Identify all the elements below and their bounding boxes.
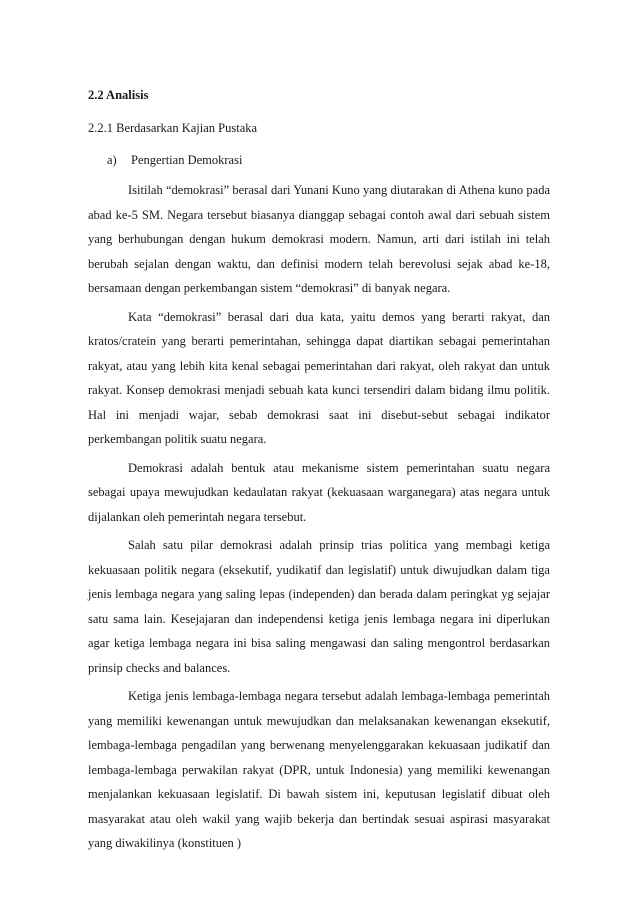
body-text: [88, 178, 550, 860]
paragraph: Demokrasi adalah bentuk atau mekanisme sistem pemerintahan suatu negara sebagai upaya mewujudkan kedaulatan rakyat (kekuasaan warganegara) atas negara untuk dijalankan oleh pemerintah negara tersebut.: [88, 460, 550, 524]
list-item-heading: [107, 153, 242, 168]
paragraph: Ketiga jenis lembaga-lembaga negara tersebut adalah lembaga-lembaga pemerintah yang memiliki kewenangan untuk mewujudkan dan melaksanakan kewenangan eksekutif, lembaga-lembaga pengadilan yang berwenang menyelenggarakan kekuasaan judikatif dan lembaga-lembaga perwakilan rakyat (DPR, untuk Indonesia) yang memiliki kewenangan menjalankan kekuasaan legislatif. Di bawah sistem ini, keputusan legislatif dibuat oleh masyarakat atau oleh wakil yang wajib bekerja dan bertindak sesuai aspirasi masyarakat yang diwakilinya (konstituen ): [88, 689, 550, 850]
subsection-heading: 2.2.1 Berdasarkan Kajian Pustaka: [88, 121, 258, 135]
section-heading: 2.2 Analisis: [88, 88, 149, 102]
paragraph: Salah satu pilar demokrasi adalah prinsip trias politica yang membagi ketiga kekuasaan politik negara (eksekutif, yudikatif dan legislatif) untuk diwujudkan dalam tiga jenis lembaga negara yang saling lepas (independen) dan berada dalam peringkat yg sejajar satu sama lain. Kesejajaran dan independensi ketiga jenis lembaga negara ini diperlukan agar ketiga lembaga negara ini bisa saling mengawasi dan saling mengontrol berdasarkan prinsip checks and balances.: [88, 538, 550, 675]
list-item-label: Pengertian Demokrasi: [131, 153, 243, 167]
paragraph: Isitilah “demokrasi” berasal dari Yunani Kuno yang diutarakan di Athena kuno pada abad ke-5 SM. Negara tersebut biasanya dianggap sebagai contoh awal dari sebuah sistem yang berhubungan dengan hukum demokrasi modern. Namun, arti dari istilah ini telah berubah sejalan dengan waktu, dan definisi modern telah berevolusi sejak abad ke-18, bersamaan dengan perkembangan sistem “demokrasi” di banyak negara.: [88, 183, 550, 295]
list-marker: a): [107, 153, 117, 167]
paragraph: Kata “demokrasi” berasal dari dua kata, yaitu demos yang berarti rakyat, dan kratos/cratein yang berarti pemerintahan, sehingga dapat diartikan sebagai pemerintahan rakyat, atau yang lebih kita kenal sebagai pemerintahan dari rakyat, oleh rakyat dan untuk rakyat. Konsep demokrasi menjadi sebuah kata kunci tersendiri dalam bidang ilmu politik. Hal ini menjadi wajar, sebab demokrasi saat ini disebut-sebut sebagai indikator perkembangan politik suatu negara.: [88, 309, 550, 446]
